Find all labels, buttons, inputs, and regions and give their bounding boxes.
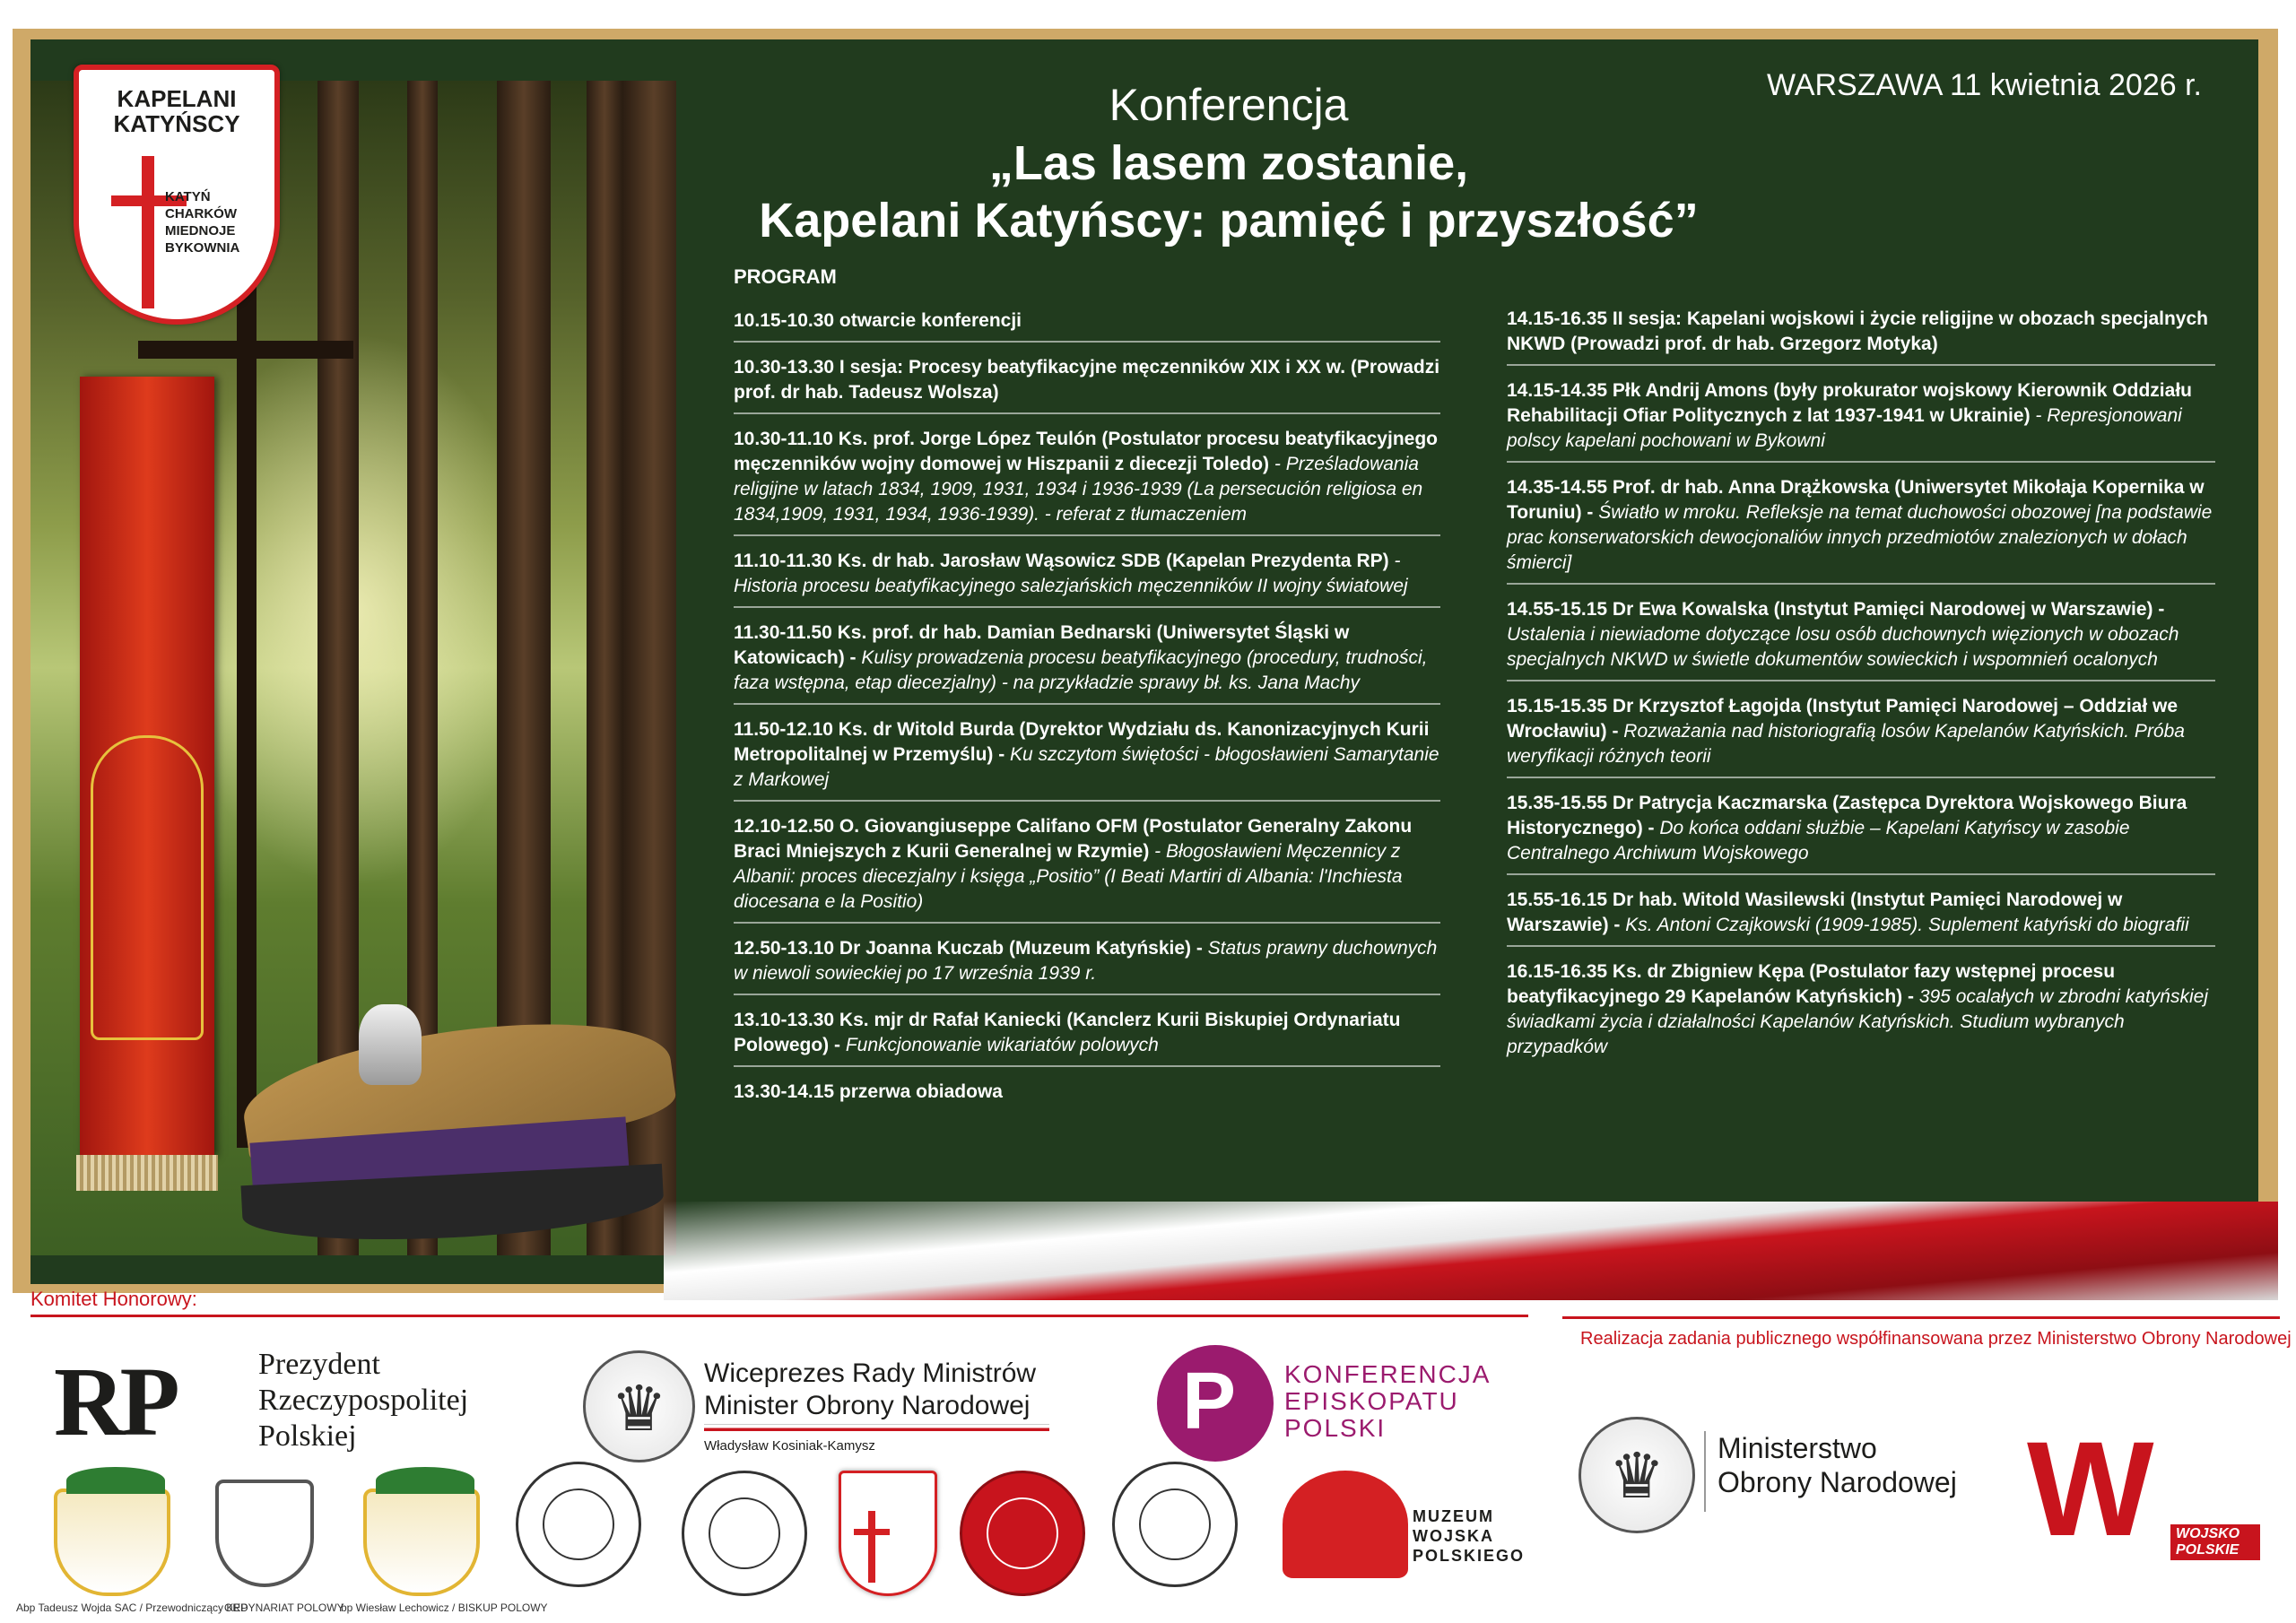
udskior-seal-logo bbox=[682, 1471, 807, 1596]
ministry-line: Obrony Narodowej bbox=[1718, 1466, 1957, 1498]
conference-title bbox=[753, 135, 1704, 249]
program-item bbox=[734, 545, 1440, 608]
ordynariat-cross-logo bbox=[215, 1480, 314, 1587]
logo-title-line1: KAPELANI bbox=[117, 85, 237, 112]
program-item-topic: Rozważania nad historiografią losów Kapelanów Katyńskich. Próba weryfikacji różnych teorii bbox=[1507, 721, 2185, 767]
program-item-topic: Funkcjonowanie wikariatów polowych bbox=[840, 1035, 1159, 1055]
divider bbox=[1562, 1316, 2280, 1319]
red-cross-icon bbox=[142, 156, 154, 308]
caption-wojda: Abp Tadeusz Wojda SAC / Przewodniczący KEP bbox=[16, 1601, 248, 1614]
flag-ribbon bbox=[664, 1202, 2278, 1300]
kep-line: POLSKI bbox=[1284, 1414, 1387, 1442]
minister-label bbox=[704, 1358, 1036, 1422]
kep-line: EPISKOPATU bbox=[1284, 1387, 1459, 1415]
military-cap-image bbox=[224, 1013, 691, 1246]
program-item-topic: Światło w mroku. Refleksje na temat duchowości obozowej [na podstawie prac konserwatorskich dewocjonaliów innych przedmiotów znalezionych w dołach śmierci] bbox=[1507, 502, 2213, 573]
program-item-title: 11.30-11.50 Ks. prof. dr hab. Damian Bednarski (Uniwersytet Śląski w Katowicach) - bbox=[734, 622, 1350, 668]
event-date: WARSZAWA 11 kwietnia 2026 r. bbox=[1767, 68, 2202, 102]
logo-place: MIEDNOJE bbox=[165, 223, 236, 239]
ministry-label bbox=[1718, 1431, 1957, 1499]
kep-label bbox=[1284, 1361, 1491, 1442]
minister-line: Wiceprezes Rady Ministrów bbox=[704, 1358, 1037, 1388]
program-item-title: 12.50-13.10 Dr Joanna Kuczab (Muzeum Katyńskie) - bbox=[734, 938, 1203, 959]
program-item-topic: Status prawny duchownych w niewoli sowieckiej po 17 września 1939 r. bbox=[734, 938, 1438, 984]
title-line1: „Las lasem zostanie, bbox=[988, 136, 1469, 190]
honorary-committee-label: Komitet Honorowy: bbox=[30, 1288, 197, 1310]
conference-label: Konferencja bbox=[1109, 80, 1349, 130]
program-item-title: 14.15-14.35 Płk Andrij Amons (były prokurator wojskowy Kierownik Oddziału Rehabilitacji Ofiar Politycznych z lat 1937-1941 w Ukrainie) bbox=[1507, 380, 2192, 426]
mw-line: POLSKIEGO bbox=[1413, 1547, 1526, 1565]
program-item-topic: - Błogosławieni Męczennicy z Albanii: proces diecezjalny i księga „Positio” (I Beati Martiri di Albania: l'Inchiesta diocesana e la Positio) bbox=[734, 841, 1403, 912]
program-item-topic: Ks. Antoni Czajkowski (1909-1985). Suplement katyński do biografii bbox=[1620, 915, 2189, 935]
flag-bar bbox=[704, 1424, 1049, 1431]
program-item bbox=[1507, 690, 2215, 778]
ministry-line: Ministerstwo bbox=[1718, 1432, 1877, 1464]
ipn-seal-logo bbox=[516, 1462, 641, 1587]
program-item-title: 14.55-15.15 Dr Ewa Kowalska (Instytut Pamięci Narodowej w Warszawie) - bbox=[1507, 599, 2165, 620]
program-item-title: 13.10-13.30 Ks. mjr dr Rafał Kaniecki (Kanclerz Kurii Biskupiej Ordynariatu Polowego) - bbox=[734, 1010, 1401, 1055]
muzeum-wojska-helmet-logo bbox=[1283, 1471, 1408, 1578]
program-item-topic: Ustalenia i niewiadome dotyczące losu osób duchownych więzionych w obozach specjalnych NKWD w świetle dokumentów sowieckich i wspomnień ocalonych bbox=[1507, 624, 2179, 670]
rp-line: Rzeczypospolitej bbox=[258, 1384, 469, 1417]
program-item bbox=[1507, 472, 2215, 585]
logo-place: KATYŃ bbox=[165, 189, 211, 204]
program-left-column bbox=[734, 305, 1440, 1121]
program-item-topic: 395 ocalałych w zbrodni katyńskiej świadkami życia i działalności Kapelanów Katyńskich. Studium wybranych przypadków bbox=[1507, 986, 2208, 1057]
program-item bbox=[734, 423, 1440, 536]
cbw-seal-logo bbox=[1112, 1462, 1238, 1587]
wojsko-polskie-label: WOJSKO POLSKIE bbox=[2170, 1524, 2260, 1560]
program-item-title: 13.30-14.15 przerwa obiadowa bbox=[734, 1081, 1003, 1102]
program-item-topic: - Represjonowani polscy kapelani pochowani w Bykowni bbox=[1507, 405, 2182, 451]
caption-ordynariat: ORDYNARIAT POLOWY bbox=[224, 1601, 344, 1614]
mw-line: MUZEUM bbox=[1413, 1507, 1494, 1525]
program-item bbox=[734, 933, 1440, 995]
program-item bbox=[734, 1004, 1440, 1067]
program-item-title: 12.10-12.50 O. Giovangiuseppe Califano OFM (Postulator Generalny Zakonu Braci Mniejszych z Kurii Generalnej w Rzymie) bbox=[734, 816, 1413, 862]
rp-line: Polskiej bbox=[258, 1419, 357, 1453]
program-item-topic: - Historia procesu beatyfikacyjnego salezjańskich męczenników II wojny światowej bbox=[734, 551, 1408, 596]
program-item-title: 16.15-16.35 Ks. dr Zbigniew Kępa (Postulator fazy wstępnej procesu beatyfikacyjnego 29 Kapelanów Katyńskich) - bbox=[1507, 961, 2116, 1007]
program-item bbox=[734, 352, 1440, 414]
program-item-title: 11.50-12.10 Ks. dr Witold Burda (Dyrektor Wydziału ds. Kanonizacyjnych Kurii Metropolitalnej w Przemyślu) - bbox=[734, 719, 1430, 765]
mon-ministry-eagle-logo: ♛ bbox=[1578, 1417, 1695, 1533]
program-item-title: 10.30-11.10 Ks. prof. Jorge López Teulón (Postulator procesu beatyfikacyjnego męczenników wojny domowej w Hiszpanii z diecezji Toledo) bbox=[734, 429, 1438, 474]
logo-title-line2: KATYŃSCY bbox=[113, 110, 240, 137]
program-item bbox=[1507, 884, 2215, 947]
program-item bbox=[1507, 787, 2215, 875]
president-label bbox=[258, 1347, 468, 1454]
wojsko-polskie-logo: W WOJSKO POLSKIE bbox=[2027, 1417, 2260, 1560]
program-item bbox=[1507, 375, 2215, 463]
title-line2: Kapelani Katyńscy: pamięć i przyszłość” bbox=[759, 194, 1699, 247]
program-item bbox=[1507, 594, 2215, 681]
minister-name: Władysław Kosiniak-Kamysz bbox=[704, 1438, 875, 1454]
program-item-topic: Do końca oddani służbie – Kapelani Katyńscy w zasobie Centralnego Archiwum Wojskowego bbox=[1507, 818, 2130, 864]
program-item-title: 10.30-13.30 I sesja: Procesy beatyfikacyjne męczenników XIX i XX w. (Prowadzi prof. dr hab. Tadeusz Wolsza) bbox=[734, 357, 1440, 403]
wbh-seal-logo bbox=[960, 1471, 1085, 1596]
bp-lechowicz-coat-of-arms bbox=[363, 1488, 480, 1596]
program-item-topic: Ku szczytom świętości - błogosławieni Samarytanie z Markowej bbox=[734, 744, 1439, 790]
program-item bbox=[734, 617, 1440, 705]
program-item-title: 14.15-16.35 II sesja: Kapelani wojskowi i życie religijne w obozach specjalnych NKWD (Prowadzi prof. dr hab. Grzegorz Motyka) bbox=[1507, 308, 2208, 354]
kapelani-katynscy-logo bbox=[74, 65, 280, 325]
program-item-topic: - Prześladowania religijne w latach 1834, 1909, 1931, 1934 i 1936-1939 (La persecución religiosa en 1834,1909, 1931, 1934, 1936-1939). - referat z tłumaczeniem bbox=[734, 454, 1423, 525]
red-stole-image bbox=[80, 377, 214, 1157]
eagle-emblem-icon bbox=[359, 1004, 422, 1085]
program-right-column bbox=[1507, 303, 2215, 1076]
logo-place: BYKOWNIA bbox=[165, 240, 240, 256]
program-heading: PROGRAM bbox=[734, 265, 837, 288]
minister-line: Minister Obrony Narodowej bbox=[704, 1391, 1031, 1420]
kep-line: KONFERENCJA bbox=[1284, 1360, 1492, 1388]
logo-place: CHARKÓW bbox=[165, 206, 237, 221]
program-item-title: 10.15-10.30 otwarcie konferencji bbox=[734, 310, 1022, 331]
program-item bbox=[1507, 956, 2215, 1067]
kep-logo: P bbox=[1157, 1345, 1274, 1462]
divider bbox=[1704, 1431, 1706, 1512]
mon-eagle-logo: ♛ bbox=[583, 1350, 695, 1462]
program-item-title: 11.10-11.30 Ks. dr hab. Jarosław Wąsowicz SDB (Kapelan Prezydenta RP) bbox=[734, 551, 1389, 571]
program-item bbox=[734, 305, 1440, 343]
program-item bbox=[1507, 303, 2215, 366]
program-item-topic: Kulisy prowadzenia procesu beatyfikacyjnego (procedury, trudności, faza wstępna, etap diecezjalny) - na przykładzie sprawy bł. ks. Jana Machy bbox=[734, 647, 1428, 693]
program-item-title: 15.15-15.35 Dr Krzysztof Łagojda (Instytut Pamięci Narodowej – Oddział we Wrocławiu) - bbox=[1507, 696, 2179, 742]
caption-lechowicz: bp Wiesław Lechowicz / BISKUP POLOWY bbox=[341, 1601, 548, 1614]
program-item-title: 15.35-15.55 Dr Patrycja Kaczmarska (Zastępca Dyrektora Wojskowego Biura Historycznego) - bbox=[1507, 793, 2187, 838]
program-item bbox=[734, 1076, 1440, 1112]
program-item-title: 14.35-14.55 Prof. dr hab. Anna Drążkowska (Uniwersytet Mikołaja Kopernika w Toruniu) - bbox=[1507, 477, 2205, 523]
abp-wojda-coat-of-arms bbox=[54, 1488, 170, 1596]
program-item-title: 15.55-16.15 Dr hab. Witold Wasilewski (Instytut Pamięci Narodowej w Warszawie) - bbox=[1507, 890, 2123, 935]
program-item bbox=[734, 811, 1440, 924]
divider bbox=[30, 1315, 1528, 1317]
muzeum-wojska-label bbox=[1413, 1506, 1525, 1566]
program-item bbox=[734, 714, 1440, 802]
kapelani-katynscy-small-logo bbox=[839, 1471, 937, 1596]
rp-line: Prezydent bbox=[258, 1348, 380, 1381]
rp-logo: RP bbox=[54, 1347, 175, 1456]
funding-note: Realizacja zadania publicznego współfinansowana przez Ministerstwo Obrony Narodowej bbox=[1580, 1329, 2292, 1349]
mw-line: WOJSKA bbox=[1413, 1527, 1495, 1545]
